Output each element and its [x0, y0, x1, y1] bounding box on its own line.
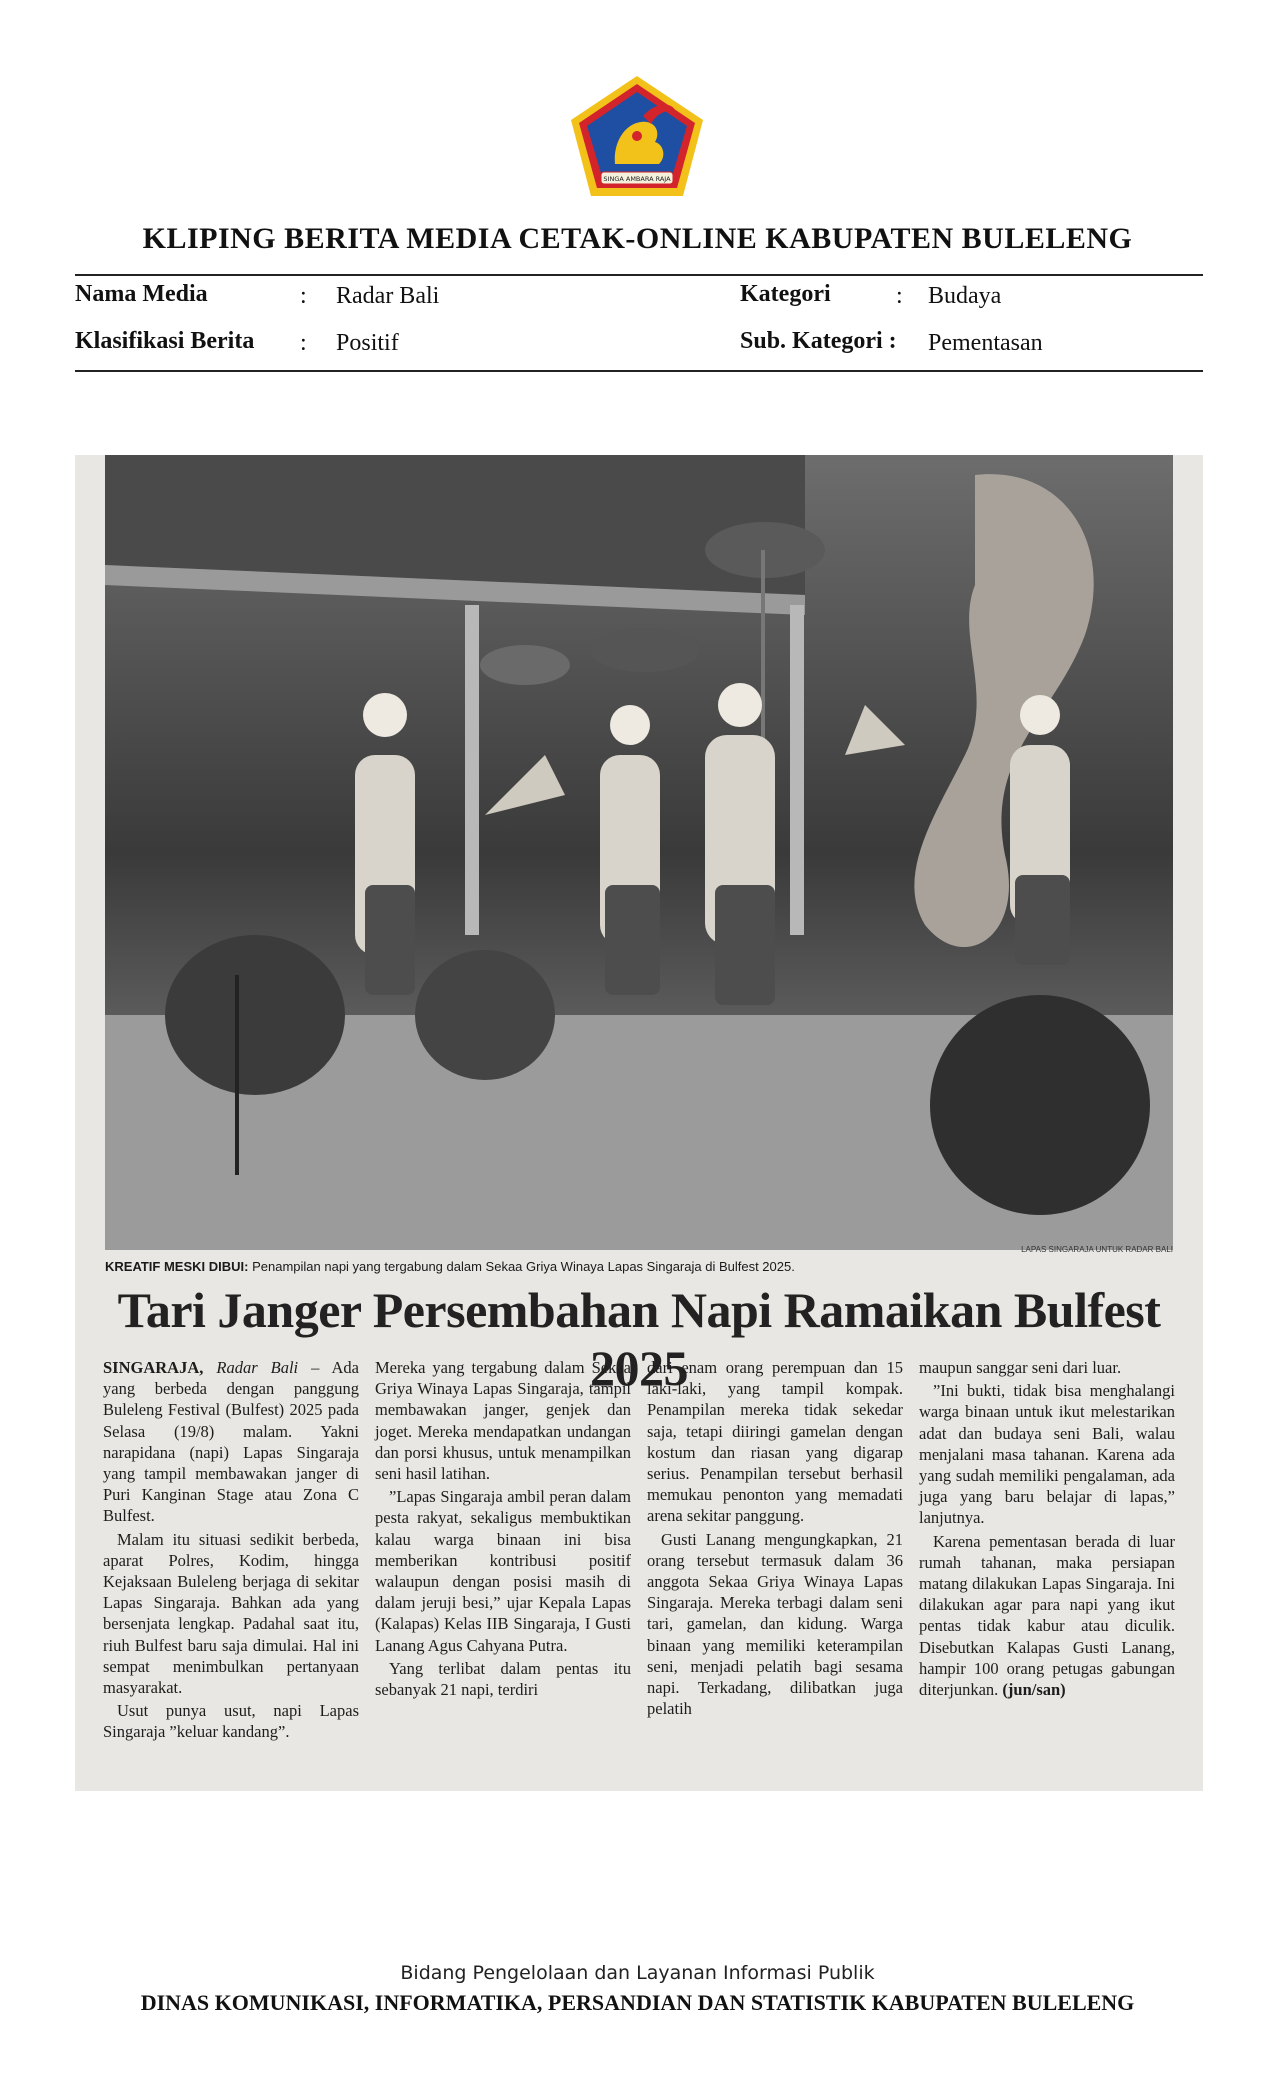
- caption-lead: KREATIF MESKI DIBUI:: [105, 1259, 249, 1274]
- photo-credit: LAPAS SINGARAJA UNTUK RADAR BALI: [1021, 1245, 1173, 1254]
- paragraph: maupun sanggar seni dari luar.: [919, 1358, 1122, 1377]
- paragraph: Mereka yang tergabung dalam Sekaa Griya Winaya Lapas Singaraja, tampil membawakan janger, genjek dan joget. Mereka mendapatkan undangan dan porsi khusus, untuk menampilkan seni hasil latihan.: [375, 1358, 631, 1484]
- dateline: SINGARAJA,: [103, 1358, 204, 1377]
- paragraph: Gusti Lanang mengungkapkan, 21 orang tersebut termasuk dalam 36 anggota Sekaa Griya Winaya Lapas Singaraja. Mereka terbagi dalam seni tari, gamelan, dan kidung. Warga binaan yang memiliki keterampilan seni, menjadi pelatih bagi sesama napi. Terkadang, dilibatkan juga pelatih: [647, 1529, 903, 1719]
- subcategory-value: Pementasan: [928, 330, 1043, 356]
- article-column-1: [103, 1357, 359, 1745]
- paragraph: Yang terlibat dalam pentas itu sebanyak 21 napi, terdiri: [375, 1658, 631, 1700]
- category-value: Budaya: [928, 283, 1002, 309]
- paragraph: Usut punya usut, napi Lapas Singaraja ”keluar kandang”.: [103, 1701, 359, 1742]
- author-signoff: (jun/san): [1002, 1680, 1066, 1700]
- article-column-4: [919, 1357, 1175, 1702]
- header-bottom-divider: [75, 370, 1203, 372]
- article-headline: Tari Janger Persembahan Napi Ramaikan Bulfest 2025: [117, 1282, 1161, 1396]
- classification-label: Klasifikasi Berita: [75, 328, 255, 354]
- media-name-colon: :: [300, 283, 307, 309]
- document-title: KLIPING BERITA MEDIA CETAK-ONLINE KABUPATEN BULELENG: [142, 222, 1133, 255]
- paragraph: dari enam orang perempuan dan 15 laki-laki, yang tampil kompak. Penampilan mereka tidak sekedar saja, tetapi diiringi gamelan dengan kostum dan riasan yang digarap serius. Penampilan tersebut berhasil memukau penonton yang memadati arena sekitar panggung.: [647, 1358, 903, 1526]
- media-name-label: Nama Media: [75, 281, 208, 307]
- article-column-3: [647, 1357, 903, 1721]
- paragraph: ”Ini bukti, tidak bisa menghalangi warga binaan untuk ikut melestarikan adat dan budaya seni Bali, walau menjalani masa tahanan. Karena ada yang sudah memiliki pengalaman, ada juga yang baru belajar di lapas,” lanjutnya.: [919, 1381, 1175, 1528]
- footer-division: Bidang Pengelolaan dan Layanan Informasi Publik: [400, 1962, 875, 1984]
- article-photo: [105, 455, 1173, 1250]
- paragraph: Malam itu situasi sedikit berbeda, aparat Polres, Kodim, hingga Kejaksaan Buleleng berjaga di sekitar Lapas Singaraja. Bahkan ada yang bersenjata lengkap. Padahal saat itu, riuh Bulfest baru saja dimulai. Hal ini sempat menimbulkan pertanyaan masyarakat.: [103, 1529, 359, 1698]
- caption-text: Penampilan napi yang tergabung dalam Sekaa Griya Winaya Lapas Singaraja di Bulfest 2025.: [248, 1259, 795, 1274]
- category-label: Kategori: [740, 281, 831, 307]
- newspaper-clipping: [75, 455, 1203, 1791]
- category-colon: :: [896, 283, 903, 309]
- subcategory-label: Sub. Kategori :: [740, 328, 897, 354]
- article-body: [103, 1357, 1175, 1757]
- classification-value: Positif: [336, 330, 399, 356]
- paragraph: ”Lapas Singaraja ambil peran dalam pesta rakyat, sekaligus membuktikan kalau warga binaan ini bisa memberikan kontribusi positif walaupun dengan posisi masih di dalam jeruji besi,” ujar Kepala Lapas (Kalapas) Kelas IIB Singaraja, I Gusti Lanang Agus Cahyana Putra.: [375, 1487, 631, 1655]
- buleleng-crest-logo: [563, 72, 711, 202]
- paragraph: Karena pementasan berada di luar rumah tahanan, maka persiapan matang dilakukan Lapas Singaraja. Ini dilakukan agar para napi yang ikut pentas tidak kabur atau diculik. Disebutkan Kalapas Gusti Lanang, hampir 100 orang petugas gabungan diterjunkan.: [919, 1531, 1175, 1700]
- classification-colon: :: [300, 330, 307, 356]
- source-name: Radar Bali: [203, 1358, 299, 1377]
- footer-agency: DINAS KOMUNIKASI, INFORMATIKA, PERSANDIAN DAN STATISTIK KABUPATEN BULELENG: [140, 1990, 1135, 2015]
- header-top-divider: [75, 274, 1203, 276]
- paragraph: – Ada yang berbeda dengan panggung Buleleng Festival (Bulfest) 2025 pada Selasa (19/8) malam. Yakni narapidana (napi) Lapas Singaraja yang tampil membawakan janger di Puri Kanginan Stage atau Zona C Bulfest.: [103, 1358, 359, 1526]
- media-name-value: Radar Bali: [336, 283, 440, 309]
- article-column-2: [375, 1357, 631, 1702]
- svg-text:SINGA AMBARA RAJA: SINGA AMBARA RAJA: [603, 175, 671, 183]
- photo-caption: [105, 1259, 1173, 1274]
